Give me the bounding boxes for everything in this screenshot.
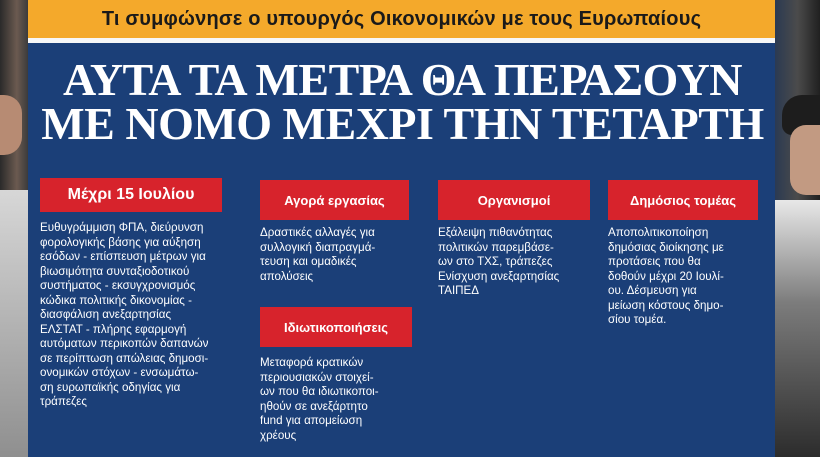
text-line: ΕΛΣΤΑΤ - πλήρης εφαρμογή	[40, 322, 187, 336]
top-banner-text: Τι συμφώνησε ο υπουργός Οικονομικών με τους Ευρωπαίους	[101, 7, 702, 30]
tag-july15-label: Μέχρι 15 Ιουλίου	[67, 186, 195, 203]
text-line: Αποπολιτικοποίηση	[608, 226, 709, 239]
text-line: μείωση κόστους δημο-	[608, 298, 724, 312]
text-line: εσόδων - επίσπευση μέτρων για	[40, 250, 206, 263]
tag-organizations-label: Οργανισμοί	[477, 192, 551, 208]
text-line: δοθούν μέχρι 20 Ιουλί-	[608, 269, 724, 283]
text-line: σίου τομέα.	[608, 313, 667, 326]
text-privatizations	[260, 356, 425, 443]
text-line: ση ευρωπαϊκής οδηγίας για	[40, 380, 181, 394]
text-line: αυτόματων περικοπών δαπανών	[40, 337, 209, 350]
tag-privatizations	[260, 307, 412, 347]
tag-public-sector	[608, 180, 758, 220]
tag-organizations	[438, 180, 590, 220]
text-public-sector	[608, 226, 768, 328]
headline-line-1: ΑΥΤΑ ΤΑ ΜΕΤΡΑ ΘΑ ΠΕΡΑΣΟΥΝ	[62, 54, 743, 105]
right-photo-suit	[775, 200, 820, 457]
text-line: ων στο ΤΧΣ, τράπεζες	[438, 255, 553, 268]
text-line: κώδικα πολιτικής δικονομίας -	[40, 293, 192, 307]
text-line: ηθούν σε ανεξάρτητο	[260, 399, 368, 413]
text-line: βιωσιμότητα συνταξιοδοτικού	[40, 264, 190, 278]
main-headline	[30, 54, 775, 149]
left-photo-face	[0, 95, 22, 155]
headline-line-2: ΜΕ ΝΟΜΟ ΜΕΧΡΙ ΤΗΝ ΤΕΤΑΡΤΗ	[41, 98, 764, 149]
text-line: διασφάλιση ανεξαρτησίας	[40, 308, 172, 321]
text-line: ΤΑΙΠΕΔ	[438, 284, 480, 297]
text-july15	[40, 221, 260, 410]
text-line: φορολογικής βάσης για αύξηση	[40, 235, 201, 249]
tag-july15	[40, 178, 222, 212]
tag-public-sector-label: Δημόσιος τομέας	[630, 192, 736, 208]
tag-labor-market-label: Αγορά εργασίας	[284, 192, 385, 208]
text-line: ων που θα ιδιωτικοποι-	[260, 385, 379, 398]
text-line: απολύσεις	[260, 269, 314, 283]
text-line: πολιτικών παρεμβάσε-	[438, 240, 554, 254]
text-organizations	[438, 226, 603, 299]
banner-divider	[28, 38, 775, 43]
text-line: τευση και ομαδικές	[260, 255, 357, 268]
text-line: χρέους	[260, 428, 297, 442]
text-line: τράπεζες	[40, 395, 87, 408]
text-line: ου. Δέσμευση για	[608, 284, 697, 297]
text-line: προτάσεις που θα	[608, 255, 701, 268]
right-photo-face	[790, 125, 820, 195]
text-line: συστήματος - εκσυγχρονισμός	[40, 279, 196, 292]
text-line: δημόσιας διοίκησης με	[608, 240, 724, 254]
text-line: Ενίσχυση ανεξαρτησίας	[438, 269, 560, 283]
text-line: Μεταφορά κρατικών	[260, 356, 364, 369]
tag-privatizations-label: Ιδιωτικοποιήσεις	[283, 319, 389, 335]
text-line: fund για απομείωση	[260, 414, 363, 427]
top-banner	[28, 0, 775, 38]
tag-labor-market	[260, 180, 409, 220]
left-photo-shirt	[0, 190, 28, 457]
text-line: σε περίπτωση απώλειας δημοσι-	[40, 351, 209, 365]
text-line: Εξάλειψη πιθανότητας	[438, 226, 553, 239]
left-photo	[0, 0, 28, 457]
text-line: ονομικών στόχων - ενσωμάτω-	[40, 366, 199, 379]
text-labor-market	[260, 226, 420, 284]
text-line: συλλογική διαπραγμά-	[260, 240, 376, 254]
right-photo	[775, 0, 820, 457]
text-line: Δραστικές αλλαγές για	[260, 226, 375, 239]
text-line: Ευθυγράμμιση ΦΠΑ, διεύρυνση	[40, 221, 204, 234]
text-line: περιουσιακών στοιχεί-	[260, 370, 374, 384]
